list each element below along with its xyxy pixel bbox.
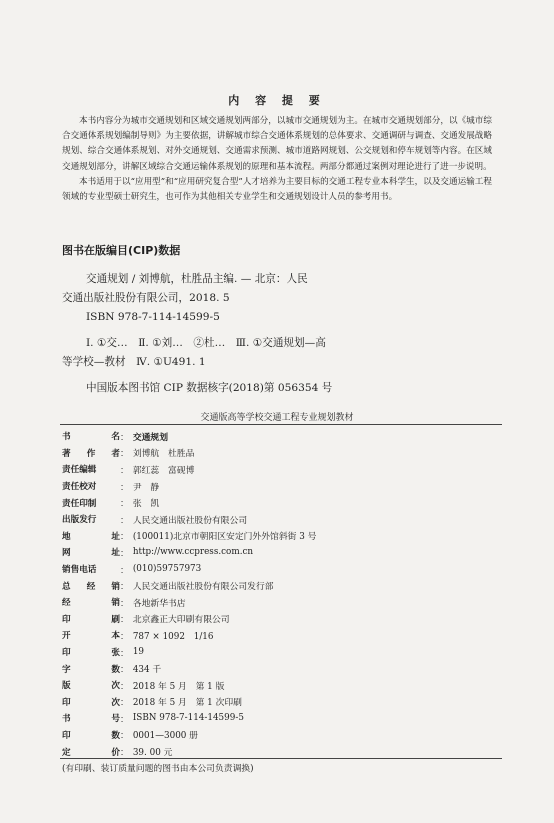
info-label — [62, 679, 120, 691]
cip-data — [62, 270, 482, 398]
info-label — [62, 746, 120, 758]
info-label — [62, 729, 120, 741]
info-row — [62, 544, 502, 561]
info-label-char: 价 — [111, 747, 120, 758]
info-label-char: 责任印制 — [62, 498, 97, 509]
info-row — [62, 594, 502, 611]
info-label-char: 址 — [111, 548, 120, 559]
cip-line: ISBN 978-7-114-14599-5 — [86, 311, 220, 323]
info-label-char: 经 — [86, 581, 96, 592]
info-label — [62, 463, 120, 475]
colon: ： — [120, 731, 129, 742]
info-row — [62, 528, 502, 545]
info-value: 各地新华书店 — [132, 598, 186, 609]
info-value: 尹 静 — [132, 482, 160, 493]
colon: ： — [120, 615, 129, 626]
abstract-paragraph-1: 本书内容分为城市交通规划和区域交通规划两部分，以城市交通规划为主。在城市交通规划部分，以《城市综合交通体系规划编制导则》为主要依据，讲解城市综合交通体系规划的总体要求、交通调研与调查、交通发展战略规划、综合交通体系规划、对外交通规划、交通需求预测、城市道路网规划、公交规划和停车规划等内容。在区域交通规划部分，讲解区域综合交通运输体系规划的原理和基本流程。两部分都通过案例对理论进行了进一步说明。 — [62, 116, 492, 172]
info-value: 2018 年 5 月 第 1 次印刷 — [132, 698, 242, 709]
info-label-char: 书 — [62, 714, 71, 725]
colon: ： — [120, 598, 129, 609]
info-label — [62, 696, 120, 708]
cip-line: 交通规划 / 刘博航，杜胜品主编. — 北京：人民 — [86, 273, 308, 285]
info-row — [62, 494, 502, 511]
info-label-char: 销售电话 — [62, 565, 97, 576]
info-label — [62, 563, 120, 575]
abstract-paragraph-2: 本书适用于以“应用型”和“应用研究复合型”人才培养为主要目标的交通工程专业本科学生，以及交通运输工程领域的专业型硕士研究生，也可作为其他相关专业学生和交通规划设计人员的参考用书。 — [62, 176, 492, 203]
info-label-char: 次 — [111, 681, 120, 692]
colon: ： — [120, 515, 129, 526]
info-value: (100011)北京市朝阳区安定门外外馆斜街 3 号 — [132, 532, 317, 543]
info-value: ISBN 978-7-114-14599-5 — [132, 713, 244, 724]
info-label-char: 销 — [111, 581, 120, 592]
info-label-char: 销 — [111, 598, 120, 609]
cip-line: 等学校—教材 Ⅳ. ①U491. 1 — [62, 356, 206, 368]
colon: ： — [120, 482, 129, 493]
info-row — [62, 511, 502, 528]
info-row — [62, 461, 502, 478]
info-label-char: 定 — [62, 747, 71, 758]
colon: ： — [120, 748, 129, 759]
info-label — [62, 646, 120, 658]
info-label — [62, 580, 120, 592]
info-label — [62, 546, 120, 558]
info-value: 787 × 1092 1/16 — [132, 631, 214, 642]
info-label — [62, 513, 120, 525]
colon: ： — [120, 432, 129, 443]
info-value: 434 千 — [132, 665, 162, 676]
cip-line: 中国版本图书馆 CIP 数据核字(2018)第 056354 号 — [86, 382, 333, 394]
colon: ： — [120, 565, 129, 576]
info-value: http://www.ccpress.com.cn — [132, 547, 254, 558]
info-label-char: 版 — [62, 681, 71, 692]
info-label — [62, 480, 120, 492]
info-label-char: 字 — [62, 664, 71, 675]
info-label — [62, 530, 120, 542]
cip-line: Ⅰ. ①交… Ⅱ. ①刘… ②杜… Ⅲ. ①交通规划—高 — [86, 337, 326, 349]
info-label-char: 书 — [62, 432, 71, 443]
info-row — [62, 727, 502, 744]
quality-notice: (有印刷、装订质量问题的图书由本公司负责调换) — [62, 764, 254, 774]
info-row — [62, 660, 502, 677]
abstract-title: 内 容 提 要 — [228, 94, 326, 107]
publication-info — [62, 428, 502, 760]
info-label-char: 名 — [111, 432, 120, 443]
info-label-char: 者 — [111, 448, 120, 459]
info-label-char: 总 — [62, 581, 71, 592]
info-row — [62, 577, 502, 594]
colon: ： — [120, 714, 129, 725]
info-label — [62, 613, 120, 625]
info-label-char: 责任校对 — [62, 482, 97, 493]
colon: ： — [120, 465, 129, 476]
info-label — [62, 629, 120, 641]
info-label-char: 数 — [111, 664, 120, 675]
info-label — [62, 430, 120, 442]
info-label-char: 刷 — [111, 614, 120, 625]
colon: ： — [120, 648, 129, 659]
info-value: 人民交通出版社股份有限公司发行部 — [132, 582, 274, 593]
info-value: 19 — [132, 647, 145, 658]
info-label-char: 网 — [62, 548, 71, 559]
info-label-char: 开 — [62, 631, 71, 642]
series-name: 交通版高等学校交通工程专业规划教材 — [200, 413, 354, 423]
abstract-body — [62, 114, 492, 205]
info-label — [62, 596, 120, 608]
info-label-char: 作 — [86, 448, 96, 459]
info-label-char: 印 — [62, 614, 71, 625]
info-label-char: 地 — [62, 531, 71, 542]
cip-heading: 图书在版编目(CIP)数据 — [62, 244, 181, 257]
info-row — [62, 611, 502, 628]
colon: ： — [120, 631, 129, 642]
info-value: 刘博航 杜胜品 — [132, 449, 195, 460]
info-label — [62, 497, 120, 509]
info-row — [62, 478, 502, 495]
colon: ： — [120, 532, 129, 543]
info-row — [62, 710, 502, 727]
colon: ： — [120, 548, 129, 559]
info-label-char: 本 — [111, 631, 120, 642]
info-value: 交通规划 — [132, 432, 169, 443]
divider-line — [60, 424, 502, 425]
colon: ： — [120, 681, 129, 692]
info-value: 39. 00 元 — [132, 748, 173, 759]
info-label-char: 印 — [62, 648, 71, 659]
info-row — [62, 694, 502, 711]
info-row — [62, 561, 502, 578]
info-label-char: 张 — [111, 648, 120, 659]
info-row — [62, 445, 502, 462]
info-label-char: 号 — [111, 714, 120, 725]
divider-line — [60, 758, 502, 759]
info-row — [62, 627, 502, 644]
info-label-char: 印 — [62, 730, 71, 741]
info-value: 北京鑫正大印刷有限公司 — [132, 615, 230, 626]
info-row — [62, 428, 502, 445]
info-label-char: 次 — [111, 697, 120, 708]
info-label-char: 经 — [62, 598, 71, 609]
info-label-char: 责任编辑 — [62, 465, 97, 476]
cip-line: 交通出版社股份有限公司，2018. 5 — [62, 292, 230, 304]
info-row — [62, 644, 502, 661]
info-value: (010)59757973 — [132, 564, 202, 575]
info-value: 张 凯 — [132, 499, 160, 510]
info-label-char: 出版发行 — [62, 515, 97, 526]
info-value: 郭红蕊 富砚博 — [132, 465, 195, 476]
info-label — [62, 712, 120, 724]
info-label — [62, 447, 120, 459]
info-label — [62, 663, 120, 675]
colon: ： — [120, 499, 129, 510]
info-value: 2018 年 5 月 第 1 版 — [132, 681, 225, 692]
colon: ： — [120, 449, 129, 460]
info-label-char: 著 — [62, 448, 71, 459]
info-value: 人民交通出版社股份有限公司 — [132, 515, 248, 526]
info-row — [62, 677, 502, 694]
info-label-char: 址 — [111, 531, 120, 542]
info-value: 0001—3000 册 — [132, 731, 198, 742]
info-label-char: 印 — [62, 697, 71, 708]
colon: ： — [120, 698, 129, 709]
colon: ： — [120, 665, 129, 676]
info-label-char: 数 — [111, 730, 120, 741]
colon: ： — [120, 582, 129, 593]
